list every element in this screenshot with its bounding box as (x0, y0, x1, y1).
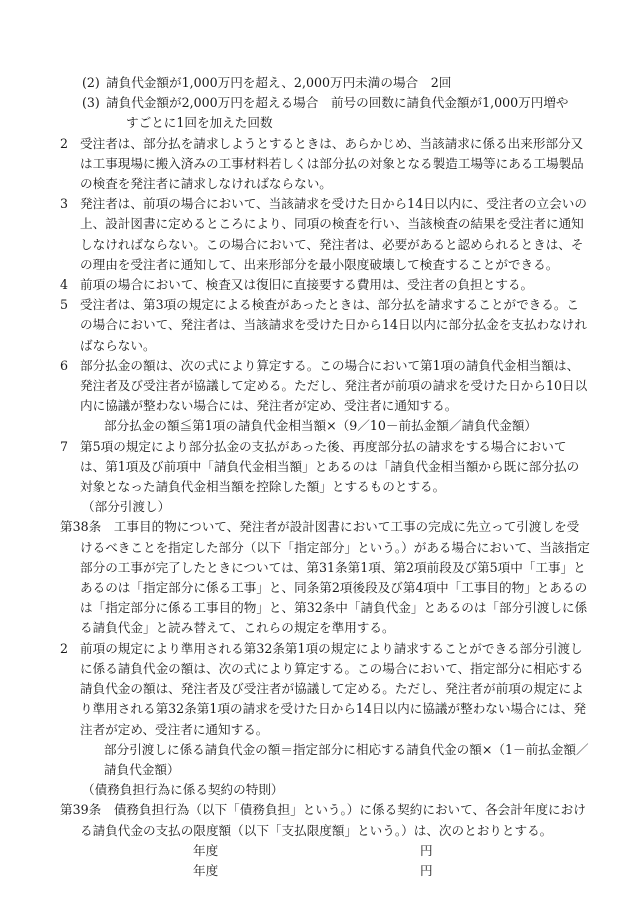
article-38 (60, 517, 590, 638)
paragraph (60, 275, 590, 295)
paragraph-text: 受注者は、第3項の規定による検査があったときは、部分払を請求することができる。この場合において、発注者は、当該請求を受けた日から14日以内に部分払金を支払わなければならない。 (80, 297, 587, 353)
paragraph-number: 2 (60, 135, 69, 151)
article-text: 工事目的物について、発注者が設計図書において工事の完成に先立って引渡しを受けるべきことを指定した部分（以下「指定部分」という。）がある場合において、当該指定部分の工事が完了したときについては、第31条第1項、第2項前段及び第5項中「工事」とあるのは「指定部分に係る工事」と、同条第2項後段及び第4項中「工事目的物」とあるのは「指定部分に係る工事目的物」と、第32条中「請負代金」とあるのは「部分引渡しに係る請負代金」と読み替えて、これらの規定を準用する。 (80, 519, 590, 636)
paragraph-text: 前項の場合において、検査又は復旧に直接要する費用は、受注者の負担とする。 (80, 277, 534, 293)
paragraph-number: 5 (60, 297, 69, 313)
paragraph-number: 3 (60, 196, 69, 212)
paragraph-text: 前項の規定により準用される第32条第1項の規定により請求することができる部分引渡しに係る請負代金の額は、次の式により算定する。この場合において、指定部分に相応する請負代金の額は、発注者及び受注者が協議して定める。ただし、発注者が前項の規定により準用される第32条第1項の請求を受けた日から14日以内に協議が整わない場合には、発注者が定め、受注者に通知する。 (80, 640, 587, 737)
article-heading: （債務負担行為に係る契約の特則） (82, 782, 284, 798)
article-label: 第38条 (60, 519, 102, 535)
fiscal-year-cell: 年度 (193, 842, 219, 858)
item-text-continued: すごとに1回を加えた回数 (126, 115, 273, 131)
paragraph (60, 356, 590, 417)
paragraph (60, 134, 590, 195)
item-number: (3) (82, 95, 100, 111)
formula: 部分引渡しに係る請負代金の額＝指定部分に相応する請負代金の額×（1－前払金額／請負代金額） (104, 741, 589, 777)
list-item (60, 93, 590, 133)
paragraph-text: 受注者は、部分払を請求しようとするときは、あらかじめ、当該請求に係る出来形部分又は工事現場に搬入済みの工事材料若しくは部分払の対象となる製造工場等にある工場製品の検査を発注者に請求しなければならない。 (80, 135, 584, 192)
paragraph-text: 部分払金の額は、次の式により算定する。この場合において第1項の請負代金相当額は、発注者及び受注者が協議して定める。ただし、発注者が前項の請求を受けた日から10日以内に協議が整わない場合には、発注者が定め、受注者に通知する。 (80, 357, 588, 414)
paragraph-number: 7 (60, 438, 69, 454)
list-item (60, 73, 590, 93)
article-text: 債務負担行為（以下「債務負担」という。）に係る契約において、各会計年度における請負代金の支払の限度額（以下「支払限度額」という。）は、次のとおりとする。 (80, 802, 586, 838)
paragraph-number: 2 (60, 640, 69, 656)
formula: 部分払金の額≦第1項の請負代金相当額×（9／10－前払金額／請負代金額） (104, 418, 538, 434)
table-row (60, 861, 590, 881)
article-label: 第39条 (60, 802, 102, 818)
table-row (60, 841, 590, 861)
paragraph (60, 295, 590, 356)
article-39 (60, 800, 590, 840)
article-heading: （部分引渡し） (82, 499, 171, 515)
paragraph (60, 194, 590, 275)
item-text: 請負代金額が1,000万円を超え、2,000万円未満の場合 2回 (106, 75, 452, 90)
amount-cell: 円 (420, 842, 433, 858)
paragraph-number: 6 (60, 357, 69, 373)
amount-cell: 円 (420, 862, 433, 878)
fiscal-year-cell: 年度 (193, 862, 219, 878)
paragraph-number: 4 (60, 277, 69, 293)
item-number: (2) (82, 75, 100, 90)
paragraph-text: 第5項の規定により部分払金の支払があった後、再度部分払の請求をする場合においては、第1項及び前項中「請負代金相当額」とあるのは「請負代金相当額から既に部分払の対象となった請負代金相当額を控除した額」とするものとする。 (80, 438, 580, 495)
paragraph-text: 発注者は、前項の場合において、当該請求を受けた日から14日以内に、受注者の立会いの上、設計図書に定めるところにより、同項の検査を行い、当該検査の結果を受注者に通知しなければならない。この場合において、発注者は、必要があると認められるときは、その理由を受注者に通知して、出来形部分を最小限度破壊して検査することができる。 (80, 196, 587, 272)
item-text: 請負代金額が2,000万円を超える場合 前号の回数に請負代金額が1,000万円増や (106, 95, 569, 111)
paragraph (60, 639, 590, 740)
paragraph (60, 437, 590, 498)
